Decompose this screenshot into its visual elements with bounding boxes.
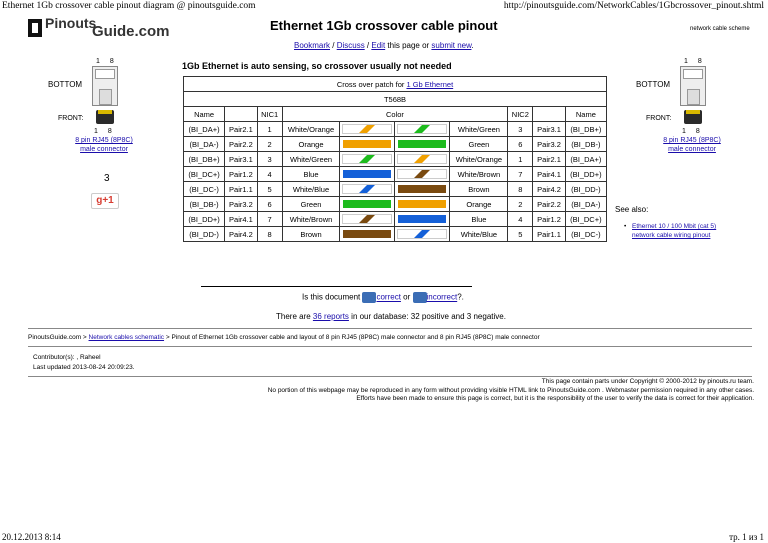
right-connector-link[interactable] (636, 136, 748, 154)
cell-color-left: White/Green (282, 152, 340, 167)
cell-wire-right (395, 197, 450, 212)
reports-text: in our database: 32 positive and 3 negative. (348, 312, 506, 321)
logo-icon (28, 19, 42, 37)
cell-name-left: (BI_DC-) (184, 182, 225, 197)
cell-pair-right: Pair4.1 (533, 167, 565, 182)
cell-color-left: White/Brown (282, 212, 340, 227)
cell-wire-left (340, 122, 395, 137)
breadcrumb-home[interactable]: PinoutsGuide.com (28, 334, 82, 341)
left-connector-diagram (48, 58, 148, 178)
cell-color-left: Green (282, 197, 340, 212)
cell-name-left: (BI_DD-) (184, 227, 225, 242)
submit-new-link[interactable]: submit new (431, 41, 472, 50)
cell-name-right: (BI_DA+) (565, 152, 606, 167)
cell-wire-left (340, 197, 395, 212)
cell-color-right: White/Blue (450, 227, 508, 242)
cell-pin-nic2: 3 (508, 122, 533, 137)
cell-pin-nic2: 5 (508, 227, 533, 242)
pin-numbers-bottom: 1 8 (682, 128, 704, 135)
see-also-label: See also: (615, 205, 649, 214)
see-also-link[interactable] (632, 222, 750, 240)
thumbs-up-icon[interactable] (362, 292, 376, 303)
divider (28, 328, 752, 329)
cell-wire-right (395, 152, 450, 167)
table-caption-row (184, 77, 607, 92)
cell-color-left: Brown (282, 227, 340, 242)
cell-pair-right: Pair3.2 (533, 137, 565, 152)
cell-pin-nic1: 8 (257, 227, 282, 242)
rj45-bottom-view-icon (680, 66, 706, 106)
pin-numbers-top: 1 8 (684, 58, 706, 65)
cell-color-right: White/Green (450, 122, 508, 137)
cell-pin-nic1: 3 (257, 152, 282, 167)
cell-wire-right (395, 137, 450, 152)
edit-link[interactable]: Edit (371, 41, 386, 50)
cell-wire-left (340, 212, 395, 227)
cell-color-right: White/Orange (450, 152, 508, 167)
cell-pin-nic1: 7 (257, 212, 282, 227)
cell-pair-right: Pair2.1 (533, 152, 565, 167)
connector-link-line1[interactable]: 8 pin RJ45 (8P8C) (663, 137, 721, 144)
cell-color-left: Blue (282, 167, 340, 182)
cell-name-right: (BI_DC-) (565, 227, 606, 242)
cell-pin-nic1: 1 (257, 122, 282, 137)
bottom-label: BOTTOM (48, 80, 83, 89)
discuss-link[interactable]: Discuss (336, 41, 365, 50)
cell-pin-nic2: 2 (508, 197, 533, 212)
rj45-front-view-icon (96, 110, 114, 124)
cell-color-right: Green (450, 137, 508, 152)
incorrect-link[interactable]: incorrect (426, 292, 458, 302)
scheme-tag: network cable scheme (690, 26, 750, 32)
blue-striped-wire-icon (397, 229, 447, 239)
cell-name-left: (BI_DD+) (184, 212, 225, 227)
nav-separator: / (330, 41, 337, 50)
cell-pin-nic2: 4 (508, 212, 533, 227)
breadcrumb (28, 334, 540, 341)
divider (201, 286, 472, 287)
brown-solid-wire-icon (343, 230, 391, 238)
contributors-block (33, 353, 135, 373)
table-row (184, 197, 607, 212)
cell-pin-nic2: 7 (508, 167, 533, 182)
gplus-button[interactable]: g+1 (91, 193, 119, 209)
green-striped-wire-icon (397, 124, 447, 134)
cell-pin-nic1: 4 (257, 167, 282, 182)
orange-solid-wire-icon (343, 140, 391, 148)
header-color: Color (282, 107, 508, 122)
cell-wire-right (395, 212, 450, 227)
share-count: 3 (104, 173, 110, 184)
connector-link-line1[interactable]: 8 pin RJ45 (8P8C) (75, 137, 133, 144)
cell-color-left: White/Blue (282, 182, 340, 197)
nav-text: this page or (385, 41, 432, 50)
header-nic2: NIC2 (508, 107, 533, 122)
nav-separator: / (364, 41, 372, 50)
cell-color-left: Orange (282, 137, 340, 152)
cell-wire-left (340, 182, 395, 197)
breadcrumb-current: > Pinout of Ethernet 1Gb crossover cable and layout of 8 pin RJ45 (8P8C) male connector and 8 pin RJ45 (8P8C) male connector (164, 334, 540, 341)
cell-pair-left: Pair3.1 (225, 152, 257, 167)
reports-text: There are (276, 312, 313, 321)
cell-name-right: (BI_DD-) (565, 182, 606, 197)
green-solid-wire-icon (343, 200, 391, 208)
cell-pair-left: Pair4.2 (225, 227, 257, 242)
contributors: Contributor(s): , Raheel (33, 354, 101, 361)
cell-pin-nic2: 1 (508, 152, 533, 167)
cell-name-right: (BI_DB+) (565, 122, 606, 137)
orange-striped-wire-icon (397, 154, 447, 164)
cell-pair-left: Pair2.2 (225, 137, 257, 152)
orange-striped-wire-icon (342, 124, 392, 134)
cell-wire-right (395, 227, 450, 242)
divider (28, 376, 752, 377)
rj45-front-view-icon (684, 110, 702, 124)
feedback-text: ?. (457, 292, 464, 302)
print-page-counter: тр. 1 из 1 (729, 532, 764, 542)
cell-pin-nic2: 6 (508, 137, 533, 152)
cell-color-right: Brown (450, 182, 508, 197)
cell-name-right: (BI_DB-) (565, 137, 606, 152)
top-nav (294, 41, 474, 50)
feedback-text: Is this document (302, 292, 363, 302)
brown-striped-wire-icon (342, 214, 392, 224)
pin-numbers-top: 1 8 (96, 58, 118, 65)
cell-wire-right (395, 122, 450, 137)
cell-color-right: Blue (450, 212, 508, 227)
cell-wire-left (340, 227, 395, 242)
cell-pair-right: Pair4.2 (533, 182, 565, 197)
last-updated: Last updated 2013-08-24 20:09:23. (33, 364, 135, 371)
header-pair-left (225, 107, 257, 122)
header-pair-right (533, 107, 565, 122)
cell-color-left: White/Orange (282, 122, 340, 137)
cell-pair-right: Pair3.1 (533, 122, 565, 137)
cell-pin-nic1: 6 (257, 197, 282, 212)
standard-row (184, 92, 607, 107)
logo-text-part1: Pinouts (45, 15, 97, 31)
cell-name-left: (BI_DB-) (184, 197, 225, 212)
cell-pin-nic1: 5 (257, 182, 282, 197)
table-row (184, 167, 607, 182)
print-url: http://pinoutsguide.com/NetworkCables/1Gbcrossover_pinout.shtml (503, 1, 764, 11)
cell-pair-left: Pair1.1 (225, 182, 257, 197)
header-nic1: NIC1 (257, 107, 282, 122)
divider (28, 346, 752, 347)
cell-wire-left (340, 167, 395, 182)
blue-striped-wire-icon (342, 184, 392, 194)
cell-name-right: (BI_DC+) (565, 212, 606, 227)
pin-numbers-bottom: 1 8 (94, 128, 116, 135)
standard-label: T568B (184, 92, 607, 107)
green-solid-wire-icon (398, 140, 446, 148)
cell-name-right: (BI_DD+) (565, 167, 606, 182)
table-row (184, 152, 607, 167)
cell-wire-right (395, 167, 450, 182)
bookmark-link[interactable]: Bookmark (294, 41, 331, 50)
blue-solid-wire-icon (343, 170, 391, 178)
connector-link-line2[interactable]: male connector (668, 146, 716, 153)
legal-line1: This page contain parts under Copyright © 2000-2012 by pinouts.ru team. (541, 378, 754, 385)
reports-summary (276, 312, 506, 321)
blue-solid-wire-icon (398, 215, 446, 223)
table-row (184, 122, 607, 137)
cell-pair-right: Pair2.2 (533, 197, 565, 212)
cell-wire-left (340, 152, 395, 167)
see-also-link-line2[interactable]: network cable wiring pinout (632, 232, 711, 239)
front-label: FRONT: (646, 115, 672, 122)
cell-wire-left (340, 137, 395, 152)
cell-name-left: (BI_DA-) (184, 137, 225, 152)
table-row (184, 182, 607, 197)
breadcrumb-separator: > (81, 334, 89, 341)
cell-pair-left: Pair4.1 (225, 212, 257, 227)
right-connector-diagram (636, 58, 736, 178)
legal-line3: Efforts have been made to ensure this page is correct, but it is the responsibility of the user to verify the data is correct for their application. (356, 395, 754, 402)
orange-solid-wire-icon (398, 200, 446, 208)
legal-line2: No portion of this webpage may be reproduced in any form without providing visible HTML link to PinoutsGuide.com . Webmaster permission required in any other cases. (267, 386, 754, 394)
header-name-right: Name (565, 107, 606, 122)
cell-pair-left: Pair1.2 (225, 167, 257, 182)
green-striped-wire-icon (342, 154, 392, 164)
caption-text: Cross over patch for (336, 79, 407, 89)
print-date: 20.12.2013 8:14 (2, 532, 61, 542)
feedback-text: or (400, 292, 413, 302)
correct-link[interactable]: correct (376, 292, 401, 302)
brown-solid-wire-icon (398, 185, 446, 193)
see-also-link-line1[interactable]: Ethernet 10 / 100 Mbit (cat 5) (632, 223, 717, 230)
cell-name-left: (BI_DC+) (184, 167, 225, 182)
legal-notice (268, 378, 754, 404)
brown-striped-wire-icon (397, 169, 447, 179)
header-row (184, 107, 607, 122)
bottom-label: BOTTOM (636, 80, 671, 89)
cell-name-left: (BI_DB+) (184, 152, 225, 167)
nav-text: . (471, 41, 474, 50)
cell-name-right: (BI_DA-) (565, 197, 606, 212)
caption-link[interactable]: 1 Gb Ethernet (406, 79, 454, 89)
cell-pair-left: Pair2.1 (225, 122, 257, 137)
cell-color-right: White/Brown (450, 167, 508, 182)
left-connector-link[interactable] (48, 136, 160, 154)
cell-pin-nic2: 8 (508, 182, 533, 197)
cell-pair-left: Pair3.2 (225, 197, 257, 212)
cell-color-right: Orange (450, 197, 508, 212)
rj45-bottom-view-icon (92, 66, 118, 106)
cell-name-left: (BI_DA+) (184, 122, 225, 137)
table-caption (184, 77, 607, 92)
cell-pair-right: Pair1.1 (533, 227, 565, 242)
connector-link-line2[interactable]: male connector (80, 146, 128, 153)
breadcrumb-section-link[interactable]: Network cables schematic (88, 334, 165, 341)
page-title: Ethernet 1Gb crossover cable pinout (270, 18, 498, 33)
print-page-title: Ethernet 1Gb crossover cable pinout diagram @ pinoutsguide.com (2, 1, 256, 11)
pinout-table (183, 76, 607, 242)
table-row (184, 227, 607, 242)
cell-pair-right: Pair1.2 (533, 212, 565, 227)
table-row (184, 212, 607, 227)
site-logo[interactable] (28, 15, 170, 41)
feedback-question (302, 292, 464, 303)
front-label: FRONT: (58, 115, 84, 122)
table-row (184, 137, 607, 152)
reports-link[interactable]: 36 reports (312, 312, 349, 321)
header-name-left: Name (184, 107, 225, 122)
subtitle: 1Gb Ethernet is auto sensing, so crossover usually not needed (182, 61, 452, 71)
cell-wire-right (395, 182, 450, 197)
thumbs-down-icon[interactable] (413, 292, 427, 303)
cell-pin-nic1: 2 (257, 137, 282, 152)
logo-text-part2: Guide.com (92, 23, 170, 40)
